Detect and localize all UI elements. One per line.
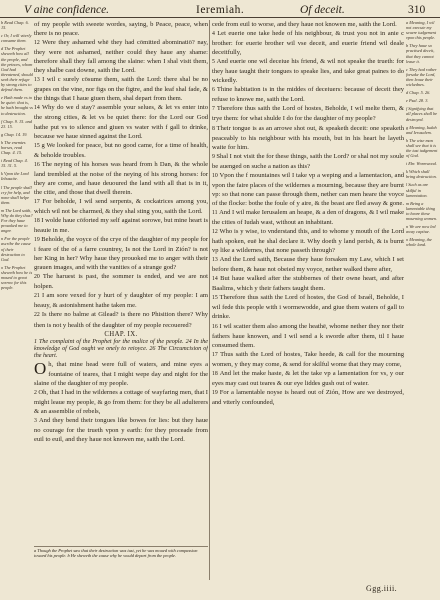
verse-text: h, that mine head were full of waters, and mine eyes a fountaine of teares, that I might wepe day and night for the slaine of the daughter of my people. xyxy=(34,361,208,387)
verse-number: 7 xyxy=(212,106,217,113)
verse xyxy=(34,360,208,387)
verse xyxy=(212,152,404,171)
margin-note: b They haue so practised deceit, that they cannot leaue it. xyxy=(406,43,435,64)
verse xyxy=(212,388,404,407)
verse-number: 12 xyxy=(212,229,220,236)
verse xyxy=(212,322,404,350)
margin-note: e Hath made vs to be quiet: that is, he hath brought vs to destruction. xyxy=(1,95,33,116)
verse-text: I wolde haue cōforted my self against sorowe, but mine heart is heauie in me. xyxy=(34,216,208,235)
verse-text: And euerie one wil deceiue his friend, & wil not speake the trueth: for they haue taught their tongues to speake lies, and take great paines to do wickedly. xyxy=(212,58,404,85)
verse-text: Thine habitation is in the middes of deceiuers: because of deceit they refuse to knowe me, saith the Lord. xyxy=(212,86,404,104)
margin-note: m The Lord saith, Why do they thus? For they haue prouoked me to anger. xyxy=(1,207,33,234)
running-header xyxy=(0,0,440,16)
verse-text: But haue walked after the stubbernes of their owne heart, and after Baalims, which y their fathers taught them. xyxy=(212,275,404,293)
verse-text: Thus saith the Lord of hostes, Take heede, & call for the mourning women, y they may come, & send for skilful wome that they may come, xyxy=(212,350,404,368)
header-left-title: V aine confidence. xyxy=(24,4,110,16)
verse xyxy=(34,75,208,103)
drop-cap-letter: O xyxy=(34,359,47,379)
verse xyxy=(212,124,404,152)
verse-text: cede from euil to worse, and they haue not knowen me, saith the Lord. xyxy=(212,21,397,28)
margin-note: f Chap. 9. 15. and 23. 15. xyxy=(1,118,32,129)
verse-text: The neying of his horses was heard from h Dan, & the whole land trembled at the noise of the neying of his strong horses: for they are come, and haue deuoured the land with all that is in it, the citie, and those that dwell therein. xyxy=(34,160,208,196)
text-column-one xyxy=(34,20,208,580)
right-margin-notes xyxy=(406,20,439,585)
verse xyxy=(34,272,208,291)
verse xyxy=(212,57,404,85)
verse-number: 12 xyxy=(34,40,43,47)
chapter-title: CHAP. IX. xyxy=(104,330,138,338)
margin-note: d Chap. 5. 26. xyxy=(406,90,431,96)
margin-note: m Being a lamentable thing to heare these mourning women. xyxy=(406,200,438,221)
margin-note: l The people shall cry for help, and none shall helpe them. xyxy=(1,184,32,205)
margin-note: c Or, I will vtterly consume them. xyxy=(1,33,32,44)
verse-text: of my people with sweete wordes, saying, b Peace, peace, when there is no peace. xyxy=(34,21,208,38)
verse-number: 15 xyxy=(212,295,220,302)
page-number: 310 xyxy=(408,4,426,16)
verse-number: 2 xyxy=(34,389,39,396)
verse-number: 16 xyxy=(34,161,42,168)
verse xyxy=(34,38,208,75)
verse-text: I wil c surely cōsume them, saith the Lord: there shal be no grapes on the vine, nor figs on the figtre, and the leaf shal fade, & the things that I haue giuen them, shal depart from them. xyxy=(34,76,208,103)
column-one-verses xyxy=(34,20,208,330)
verse-number: 8 xyxy=(212,125,217,132)
verse-text: Therefore thus saith the Lord of hostes, the God of Israél, Beholde, I wil fede this people with i wormewodde, and giue them waters of gall to drinke. xyxy=(212,294,404,321)
header-book-title: Ieremiah. xyxy=(196,4,245,16)
verse-text: Let euerie one take hede of his neighbour, & trust you not in anie c brother: for euerie brother wil vse deceit, and euerie friend wil deale deceitfully, xyxy=(212,30,404,57)
verse-text: Shal I not visit the for these things, saith the Lord? or shal not my soule be auenged on suche a nation as this? xyxy=(212,152,404,170)
verse xyxy=(212,104,404,123)
margin-note: g Chap. 14. 19. xyxy=(1,131,28,137)
margin-note: o The Prophet sheweth how he is moued to great sorrow for this people. xyxy=(1,264,33,291)
verse xyxy=(34,235,208,272)
verse xyxy=(212,227,404,255)
verse-number: 17 xyxy=(212,351,221,358)
verse xyxy=(34,416,208,444)
verse-number: 15 xyxy=(34,142,42,149)
verse-number: 9 xyxy=(212,153,217,160)
margin-note: h The wise man shall see that it is the iust iudgement of God. xyxy=(406,137,438,159)
header-right-title: Of deceit. xyxy=(300,4,345,16)
margin-note: c They had rather forsake the Lord, then leaue their wickednes. xyxy=(406,66,437,88)
verse-text: Therefore thus saith the Lord of hostes, Beholde, I wil melte them, & trye them: for what shulde I do for the daughter of my people? xyxy=(212,105,404,123)
margin-note: n We are now led away captiue. xyxy=(406,224,436,235)
left-margin-notes xyxy=(1,20,33,540)
verse-number: 11 xyxy=(212,209,220,216)
verse-number: 5 xyxy=(212,59,217,66)
verse xyxy=(34,103,208,140)
verse-number: 14 xyxy=(34,105,42,112)
verse-text: Vpon the f mountaines wil I take vp a weping and a lamentacion, and vpon the faire places of the wildernes a mourning, because they are burnt vp: so that none can passe through them, nether can men heare the voyce of the flocke: bothe the foule of y aire, & the beast are fled away & gone. xyxy=(212,171,404,207)
verse-text: The haruest is past, the sommer is ended, and we are not holpen. xyxy=(34,273,208,291)
margin-note: n For the people ascribe the cause of their destruction to God. xyxy=(1,236,31,262)
verse xyxy=(34,20,208,38)
verse xyxy=(212,350,404,369)
margin-note: f Signifying that all places shall be destroyed. xyxy=(406,106,438,122)
chapter-verses xyxy=(34,360,208,443)
header-rule xyxy=(0,17,440,18)
margin-note: e Psal. 28. 3. xyxy=(406,98,429,104)
verse xyxy=(212,369,404,388)
signature-mark: Ggg.iiii. xyxy=(366,584,398,593)
verse xyxy=(34,388,208,416)
column-two-verses xyxy=(212,20,404,407)
verse xyxy=(212,171,404,208)
verse-text: And the Lord saith, Because they haue forsaken my Law, which I set before them, & haue not obeied my voyce, nether walked there after, xyxy=(212,256,404,274)
text-column-two xyxy=(212,20,404,592)
verse xyxy=(34,216,208,235)
verse-number: 22 xyxy=(34,312,42,319)
verse-number: 20 xyxy=(34,274,43,281)
verse-number: 16 xyxy=(212,323,220,330)
verse-text: Were they ashamed whē they had cōmitted abominatiō? nay, they were not ashamed, neither could they haue any shame: therefore shall they fall among the slaine: when I shal visit them, they shalbe cast downe, saith the Lord. xyxy=(34,39,208,75)
verse xyxy=(34,291,208,310)
verse-text: For a lamentable noyse is heard out of Zión, How are we destroyed, and vtterly confounded, xyxy=(212,388,404,406)
verse-text: I wil scatter them also among the heathē, whome nether they nor their fathers haue knowen, and I wil send a k sworde after them, til I haue consumed them. xyxy=(212,322,404,349)
verse-number: 4 xyxy=(212,31,218,38)
verse-text: For beholde, I wil send serpents, & cockatrices among you, which wil not be charmed, & they shal sting you, saith the Lord. xyxy=(34,197,208,215)
verse-number: 19 xyxy=(34,237,42,244)
verse xyxy=(212,274,404,293)
verse-text: Why do we d stay? assemble your selues, & let vs enter into the strong cities, & let vs be quiet there: for the Lord our God hathe put vs to silence and giuen vs water with f gall to drinke, because we haue sinned against the Lord. xyxy=(34,104,208,140)
verse xyxy=(34,160,208,197)
margin-note: a Meaning, I wil not execute my seuere iudgement vpon this people. xyxy=(406,20,437,41)
verse xyxy=(34,310,208,329)
verse xyxy=(212,293,404,321)
margin-note: k Which shall bring destruction. xyxy=(406,169,437,180)
verse-number: 19 xyxy=(212,389,220,396)
verse-text: Beholde, the voyce of the crye of the daughter of my people for i feare of the of a farre countrey, Is not the Lord in Zión? is not her King in her? Why haue they prouoked me to anger with their grauen images, and with the vanities of a strange god? xyxy=(34,236,208,272)
verse xyxy=(212,29,404,57)
verse xyxy=(34,197,208,216)
verse xyxy=(212,85,404,104)
margin-note: l Such as are skilful in lamentation. xyxy=(406,182,429,198)
column-divider xyxy=(209,20,210,580)
margin-note: i Read Chap. 4. 15. 31. 5. xyxy=(1,158,28,169)
verse xyxy=(212,20,404,29)
verse-text: And I wil make Ierusalem an heape, & a den of dragons, & I wil make the cities of Iudah wast, without an inhabitant. xyxy=(212,208,404,226)
verse-number: 18 xyxy=(34,217,42,224)
verse-number: 18 xyxy=(212,370,220,377)
verse-text: Their tongue is as an arrowe shot out, & speaketh deceit: one speaketh peaceably to his neighbour with his mouth, but in his heart he layeth waite for him. xyxy=(212,124,404,151)
margin-note: g Meaning, Iudah and Ierusalem. xyxy=(406,124,437,135)
margin-note: d The Prophet sheweth how all the people, and the princes, whom God had threatened, should seek their refuge by strong cities to defend them. xyxy=(1,46,33,93)
verse xyxy=(34,141,208,160)
verse-text: Oh, that I had in the wildernes a cottage of wayfaring men, that I might leaue my people, & go from them: for they be all adulterers & an assemblie of rebels, xyxy=(34,388,208,415)
margin-note: o Meaning, the whole land. xyxy=(406,237,432,248)
verse xyxy=(212,208,404,227)
verse-text: And they bend their tongues like bowes for lies: but they haue no courage for the trueth vpon y earth: for they proceade from euil to euil, and they haue not knowen me, saith the Lord. xyxy=(34,416,208,443)
verse-number: 10 xyxy=(212,172,220,179)
verse-text: Is there no balme at Gilead? is there no Phisition there? Why then is not y health of the daughter of my people recouered? xyxy=(34,311,208,329)
footnote: a Though the Prophet saw that their destruction was iust, yet he was moued with compassion toward his people. b He sheweth the cause why he would depart from the people. xyxy=(34,546,208,559)
verse-text: g We looked for peace, but no good came, for a time of health, & beholde troubles. xyxy=(34,141,208,159)
verse-text: Who is y wise, to vnderstand this, and to whome y mouth of the Lord hath spoken, euē he shal declare it. Why doeth y land perish, & is burnt vp like a wildernes, that none passeth through? xyxy=(212,228,404,255)
verse-number: 13 xyxy=(34,77,43,84)
margin-note: k Vpon the Lord Iebusaite. xyxy=(1,171,29,182)
margin-note: i Ebr. Wormwood. xyxy=(406,161,437,167)
verse-number: 17 xyxy=(34,198,43,205)
chapter-summary: 1 The complaint of the Prophet for the malice of the people. 24 In the knowledge of God ought we onely to reioyce. 26 The Circumcision of the heart. xyxy=(34,338,208,360)
margin-note: b Read Chap. 6. 15. xyxy=(1,20,29,31)
verse-text: I am sore vexed for y hurt of y daughter of my people: I am heauy, & astonishment hathe taken me. xyxy=(34,292,208,310)
verse-number: 13 xyxy=(212,257,220,264)
verse-text: And let the make haste, & let the take vp a lamentation for vs, y our eyes may cast out teares & our eye liddes gush out of water. xyxy=(212,369,404,387)
verse-number: 6 xyxy=(212,87,217,94)
verse-number: 14 xyxy=(212,276,221,283)
margin-note: h The enemies horses, read Chap. 4. 15. xyxy=(1,139,26,156)
verse-number: 3 xyxy=(34,417,39,424)
verse-number: 21 xyxy=(34,293,42,300)
verse xyxy=(212,255,404,274)
